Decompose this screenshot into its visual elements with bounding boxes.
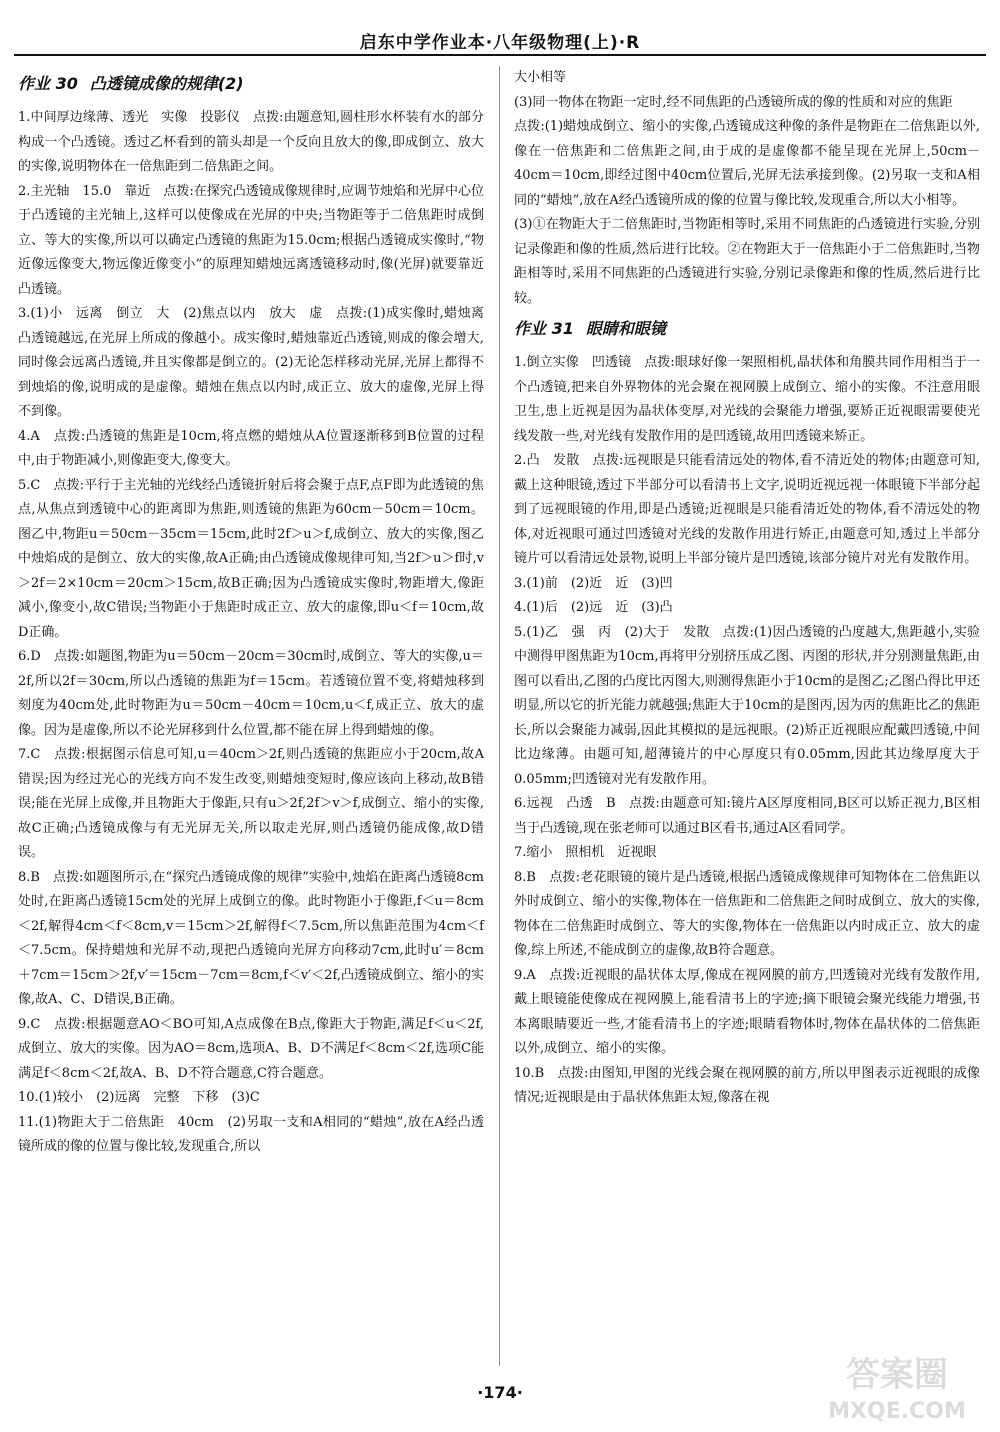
page-number: ·174·: [477, 1383, 523, 1402]
left-column: [18, 66, 484, 1160]
continued-text: (3)①在物距大于二倍焦距时,当物距相等时,采用不同焦距的凸透镜进行实验,分别记录像距和像的性质,然后进行比较。②在物距大于一倍焦距小于二倍焦距时,当物距相等时,采用不同焦距的凸透镜进行实验,分别记录像距和像的性质,然后进行比较。: [514, 217, 980, 306]
answer-item: 7.C 点拨:根据图示信息可知,u＝40cm＞2f,则凸透镜的焦距应小于20cm,故A错误;因为经过光心的光线方向不发生改变,则蜡烛变短时,像应该向上移动,故B错误;能在光屏上成像,并且物距大于像距,只有u＞2f,2f＞v＞f,成倒立、缩小的实像,故C正确;凸透镜成像与有无光屏无关,所以取走光屏,则凸透镜仍能成像,故D错误。: [18, 747, 484, 860]
section-name: 凸透镜成像的规律(2): [89, 74, 244, 93]
continued-text: 大小相等: [514, 70, 567, 85]
answer-item: 2.凸 发散 点拨:远视眼是只能看清远处的物体,看不清近处的物体;由题意可知,戴上这种眼镜,透过下半部分可以看清书上文字,说明近视远视一体眼镜下半部分起到了远视眼镜的作用,即是凸透镜;近视眼是只能看清近处的物体,看不清远处的物体,对近视眼可通过凹透镜对光线的发散作用进行矫正,由题意可知,透过上半部分镜片可以看清远处景物,说明上半部分镜片是凹透镜,该部分镜片对光有发散作用。: [514, 453, 980, 566]
answer-item: 3.(1)小 远离 倒立 大 (2)焦点以内 放大 虚 点拨:(1)成实像时,蜡烛离凸透镜越远,在光屏上所成的像越小。成实像时,蜡烛靠近凸透镜,则成的像会增大,同时像会远离凸透镜,并且实像都是倒立的。(2)无论怎样移动光屏,光屏上都得不到烛焰的像,说明成的是虚像。蜡烛在焦点以内时,成正立、放大的虚像,光屏上得不到像。: [18, 306, 484, 419]
right-column: [514, 66, 980, 1111]
section-title-31: [514, 315, 980, 343]
answer-item: 8.B 点拨:如题图所示,在“探究凸透镜成像的规律”实验中,烛焰在距离凸透镜8cm处时,在距离凸透镜15cm处的光屏上成倒立的像。此时物距小于像距,f＜u＝8cm＜2f,解得4cm＜f＜8cm,v＝15cm＞2f,解得f＜7.5cm,所以焦距范围为4cm＜f＜7.5cm。保持蜡烛和光屏不动,现把凸透镜向光屏方向移动7cm,此时u′＝8cm＋7cm＝15cm＞2f,v′＝15cm－7cm＝8cm,f＜v′＜2f,凸透镜成倒立、缩小的实像,故A、C、D错误,B正确。: [18, 869, 484, 1007]
answer-item: 4.A 点拨:凸透镜的焦距是10cm,将点燃的蜡烛从A位置逐渐移到B位置的过程中,由于物距减小,则像距变大,像变大。: [18, 428, 484, 468]
answer-item: 8.B 点拨:老花眼镜的镜片是凸透镜,根据凸透镜成像规律可知物体在二倍焦距以外时成倒立、缩小的实像,物体在一倍焦距和二倍焦距之间时成倒立、放大的实像,物体在二倍焦距时成倒立、等大的实像,物体在一倍焦距以内时成正立、放大的虚像,综上所述,不能成倒立的虚像,故B符合题意。: [514, 869, 980, 958]
continued-text: (3)同一物体在物距一定时,经不同焦距的凸透镜所成的像的性质和对应的焦距: [514, 94, 953, 110]
page-header: [0, 0, 1000, 56]
answer-item: 1.中间厚边缘薄、透光 实像 投影仪 点拨:由题意知,圆柱形水杯装有水的部分构成一个凸透镜。透过乙杯看到的箭头却是一个反向且放大的像,即成倒立、放大的实像,说明物体在一倍焦距到二倍焦距之间。: [18, 110, 484, 174]
watermark-line1: 答案圈: [846, 1355, 948, 1395]
watermark-logo: [804, 1346, 990, 1426]
answer-item: 2.主光轴 15.0 靠近 点拨:在探究凸透镜成像规律时,应调节烛焰和光屏中心位于凸透镜的主光轴上,这样可以使像成在光屏的中央;当物距等于二倍焦距时成倒立、等大的实像,所以可以确定凸透镜的焦距为15.0cm;根据凸透镜成实像时,“物近像远像变大,物远像近像变小”的原理知蜡烛远离透镜移动时,像(光屏)就要靠近凸透镜。: [18, 183, 484, 297]
book-title: 启东中学作业本·八年级物理(上)·R: [359, 33, 641, 53]
answer-item: 1.倒立实像 凹透镜 点拨:眼球好像一架照相机,晶状体和角膜共同作用相当于一个凸透镜,把来自外界物体的光会聚在视网膜上成倒立、缩小的实像。不注意用眼卫生,患上近视是因为晶状体变厚,对光线的会聚能力增强,要矫正近视眼需要使光线发散一些,对光线有发散作用的是凹透镜,故用凹透镜来矫正。: [514, 355, 980, 444]
continued-text: 点拨:(1)蜡烛成倒立、缩小的实像,凸透镜成这种像的条件是物距在二倍焦距以外,像在一倍焦距和二倍焦距之间,由于成的是虚像都不能呈现在光屏上,50cm－40cm＝10cm,即经过图中40cm位置后,光屏无法承接到像。(2)另取一支和A相同的“蜡烛”,放在A经凸透镜所成的像的位置与像比较,发现重合,所以大小相等。: [514, 119, 980, 208]
answer-item: 7.缩小 照相机 近视眼: [514, 845, 657, 860]
answer-item: 9.C 点拨:根据题意AO＜BO可知,A点成像在B点,像距大于物距,满足f＜u＜2f,成倒立、放大的实像。因为AO＝8cm,选项A、B、D不满足f＜8cm＜2f,选项C能满足f＜8cm＜2f,故A、B、D不符合题意,C符合题意。: [18, 1016, 484, 1081]
answer-item: 5.(1)乙 强 丙 (2)大于 发散 点拨:(1)因凸透镜的凸度越大,焦距越小,实验中测得甲图焦距为10cm,再将甲分别挤压成乙图、丙图的形状,并分别测量焦距,由图可以看出,乙图的凸度比丙图大,则测得焦距小于10cm的是图乙;乙图凸得比甲还明显,所以它的折光能力就越强;焦距大于10cm的是图丙,因为丙的焦距比乙的焦距长,所以会聚能力减弱,因此其模拟的是远视眼。(2)矫正近视眼应配戴凹透镜,中间比边缘薄。由题可知,超薄镜片的中心厚度只有0.05mm,因此其边缘厚度大于0.05mm;凹透镜对光有发散作用。: [514, 624, 980, 787]
section-number: 作业 30: [18, 74, 78, 93]
watermark-line2: MXQE.COM: [828, 1399, 966, 1424]
answer-item: 3.(1)前 (2)近 近 (3)凹: [514, 575, 673, 591]
answer-item: 6.远视 凸透 B 点拨:由题意可知:镜片A区厚度相同,B区可以矫正视力,B区相当于凸透镜,现在张老师可以通过B区看书,通过A区看同学。: [514, 796, 980, 836]
section-title-30: [18, 70, 484, 98]
column-divider: [499, 66, 500, 1366]
answer-item: 10.B 点拨:由图知,甲图的光线会聚在视网膜的前方,所以甲图表示近视眼的成像情况;近视眼是由于晶状体焦距太短,像落在视: [514, 1065, 980, 1105]
answer-item: 9.A 点拨:近视眼的晶状体太厚,像成在视网膜的前方,凹透镜对光线有发散作用,戴上眼镜能使像成在视网膜上,能看清书上的字迹;摘下眼镜会聚光线能力增强,书本离眼睛要近一些,才能看清书上的字迹;眼睛看物体时,物体在晶状体的二倍焦距以外,成倒立、缩小的实像。: [514, 967, 980, 1056]
answer-item: 4.(1)后 (2)远 近 (3)凸: [514, 600, 673, 615]
answer-item: 10.(1)较小 (2)远离 完整 下移 (3)C: [18, 1090, 260, 1105]
section-name: 眼睛和眼镜: [585, 319, 666, 338]
answer-item: 6.D 点拨:如题图,物距为u＝50cm－20cm＝30cm时,成倒立、等大的实像,u＝2f,所以2f＝30cm,所以凸透镜的焦距为f＝15cm。若透镜位置不变,将蜡烛移到刻度为40cm处,此时物距为u＝50cm－40cm＝10cm,u＜f,成正立、放大的虚像。因为是虚像,所以不论光屏移到什么位置,都不能在屏上得到蜡烛的像。: [18, 649, 484, 738]
answer-item: 5.C 点拨:平行于主光轴的光线经凸透镜折射后将会聚于点F,点F即为此透镜的焦点,从焦点到透镜中心的距离即为焦距,则透镜的焦距为60cm－50cm＝10cm。图乙中,物距u＝50cm－35cm＝15cm,此时2f＞u＞f,成倒立、放大的实像,图乙中烛焰成的是倒立、放大的实像,故A正确;由凸透镜成像规律可知,当2f＞u＞f时,v＞2f＝2×10cm＝20cm＞15cm,故B正确;因为凸透镜成实像时,物距增大,像距减小,像变小,故C错误;当物距小于焦距时成正立、放大的虚像,即u＜f＝10cm,故D正确。: [18, 477, 484, 640]
section-number: 作业 31: [514, 319, 574, 338]
answer-item: 11.(1)物距大于二倍焦距 40cm (2)另取一支和A相同的“蜡烛”,放在A经凸透镜所成的像的位置与像比较,发现重合,所以: [18, 1114, 484, 1154]
header-rule: [14, 54, 986, 56]
